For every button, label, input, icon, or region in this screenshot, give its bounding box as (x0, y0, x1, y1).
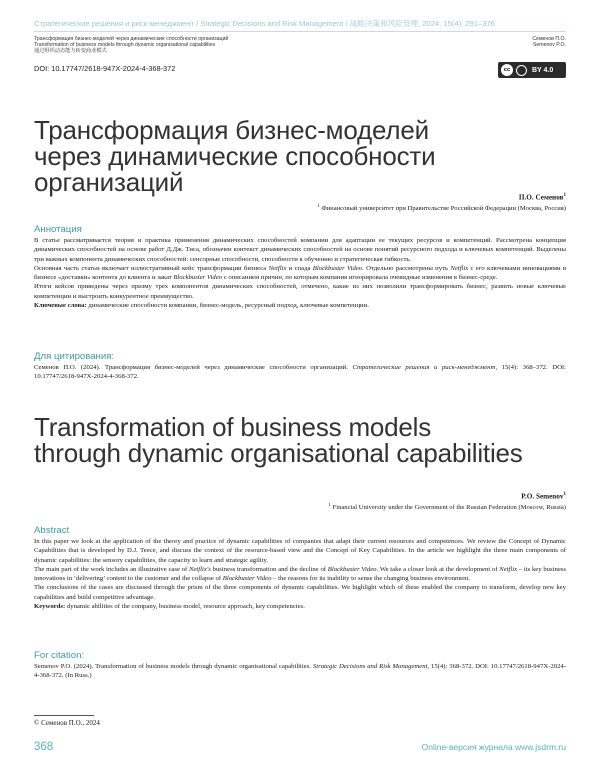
abstract-ru-p2: Основная часть статьи включает иллюстративный кейс трансформации бизнеса Netflix и спада Blockbuster Video. Отдельно рассмотрены путь Netflix с его ключевыми инновациями в бизнесе «доставки» контента до клиента и закат Blockbuster Video с описанием причин, по которым компания игнорировала очевидные изменения в бизнес-среде. (34, 264, 567, 282)
abstract-heading-ru: Аннотация (34, 224, 82, 235)
cc-icon: cc (501, 64, 513, 76)
running-author-en: Semenov P.O. (532, 42, 566, 49)
abstract-ru-p1: В статье рассматривается теория и практика применения динамических способностей компании для адаптации ее текущих ресурсов и компетенций. Рассмотрена концепция динамических способностей на основе работ Д.Дж. Тиса, обозначен контекст динамических способностей на основе понятий ресурсного подхода и ключевых компетенций. Выделены три важных компонента динамических способностей: сенсорные способности, способности к обучению и стратегическая гибкость. (34, 237, 566, 263)
author-en (521, 492, 566, 500)
abstract-en-p2: The main part of the work includes an illustrative case of Netflix's business transformation and the decline of Blockbuster Video. We take a closer look at the development of Netflix – its key business innovations in ‘delivering’ content to the customer and the collapse of Blockbuster Video – the reasons for its inability to sense the changing business environment. (34, 565, 566, 583)
journal-website-link[interactable]: Online-версия журнала www.jsdrm.ru (421, 742, 566, 752)
running-title-zh: 通过组织动态能力转变商业模式 (34, 48, 107, 55)
running-titles (34, 36, 228, 55)
doi-line: DOI: 10.17747/2618-947X-2024-4-368-372 (34, 64, 176, 73)
running-author-ru: Семенов П.О. (532, 36, 566, 42)
author-ru (519, 193, 566, 201)
abstract-ru (34, 236, 566, 310)
affiliation-en-text: Financial University under the Government of the Russian Federation (Moscow, Russia) (332, 504, 566, 512)
abstract-heading-en: Abstract (34, 525, 70, 536)
running-authors (532, 36, 566, 48)
affiliation-ru (317, 204, 566, 212)
author-en-name: P.O. Semenov (521, 492, 564, 501)
author-ru-name: П.О. Семенов (518, 193, 564, 202)
abstract-en (34, 537, 566, 611)
citation-heading-ru: Для цитирования: (34, 351, 115, 362)
attribution-icon (516, 65, 527, 76)
abstract-ru-p3: Итоги кейсов приведены через призму трех компонентов динамических способностей, отмечено, какие из них позволили трансформировать бизнес, развить новые ключевые компетенции и выстроить конкурентное преимущество. (34, 283, 566, 300)
citation-ru: Семенов П.О. (2024). Трансформация бизнес-моделей через динамические способности организаций. Стратегические решения и риск-менеджмент, 15(4): 368–372. DOI: 10.17747/2618-947X-2024-4-368-372. (34, 364, 566, 381)
keywords-ru: Ключевые слова: динамические способности компании, бизнес-модель, ресурсный подход, ключевые компетенции. (34, 302, 369, 310)
affiliation-en (328, 503, 566, 511)
citation-en: Semenov P.O. (2024). Transformation of business models through dynamic organisational capabilities. Strategic Decisions and Risk Management, 15(4): 368-372. DOI: 10.17747/2618-947X-2024-4-368-372. (In Russ.) (34, 663, 566, 680)
abstract-en-p1: In this paper we look at the application of the theory and practice of dynamic capabilities of companies that adapt their current resources and competences. We review the Concept of Dynamic Capabilities that is developed by D.J. Teece, and discuss the context of the resource-based view and the Concept of Key Capabilities. In the article we highlight the three main components of dynamic capabilities: the sensory capabilities, the capacity to learn and strategic agility. (34, 538, 566, 564)
affiliation-en-sup: 1 (328, 503, 331, 508)
page-number: 368 (34, 741, 54, 753)
running-title-ru: Трансформация бизнес-моделей через динамические способности организаций (34, 36, 229, 42)
keywords-en: Keywords: dynamic abilities of the company, business model, resource approach, key competencies. (34, 603, 305, 611)
citation-heading-en: For citation: (34, 650, 85, 661)
affiliation-ru-text: Финансовый университет при Правительстве Российской Федерации (Москва, Россия) (321, 205, 566, 213)
title-ru-line1: Трансформация бизнес-моделей (34, 115, 429, 145)
author-en-sup: 1 (563, 492, 566, 497)
affiliation-ru-sup: 1 (317, 204, 320, 209)
author-ru-sup: 1 (563, 193, 566, 198)
title-ru-line2: через динамические способности (34, 141, 436, 171)
title-en-line2: through dynamic organisational capabilities (34, 438, 523, 468)
title-ru-line3: организаций (34, 167, 184, 197)
title-en-line1: Transformation of business models (34, 412, 432, 442)
copyright: © Семенов П.О., 2024 (34, 719, 100, 727)
footer-divider (34, 715, 94, 716)
license-label: BY 4.0 (532, 66, 554, 74)
cc-license-badge[interactable] (498, 62, 566, 78)
abstract-en-p3: The conclusions of the cases are discussed through the prism of the three components of dynamic capabilities. We highlight which of these enabled the company to transform, develop new key capabilities and build competitive advantage. (34, 584, 566, 601)
journal-running-head: Стратегические решения и риск-менеджмент / Strategic Decisions and Risk Management / 战略决策和风险管理, 2024, 15(4): 291–376 (34, 19, 495, 28)
running-title-en: Transformation of business models through dynamic organisational capabilities (34, 42, 216, 49)
header-divider (34, 31, 566, 32)
